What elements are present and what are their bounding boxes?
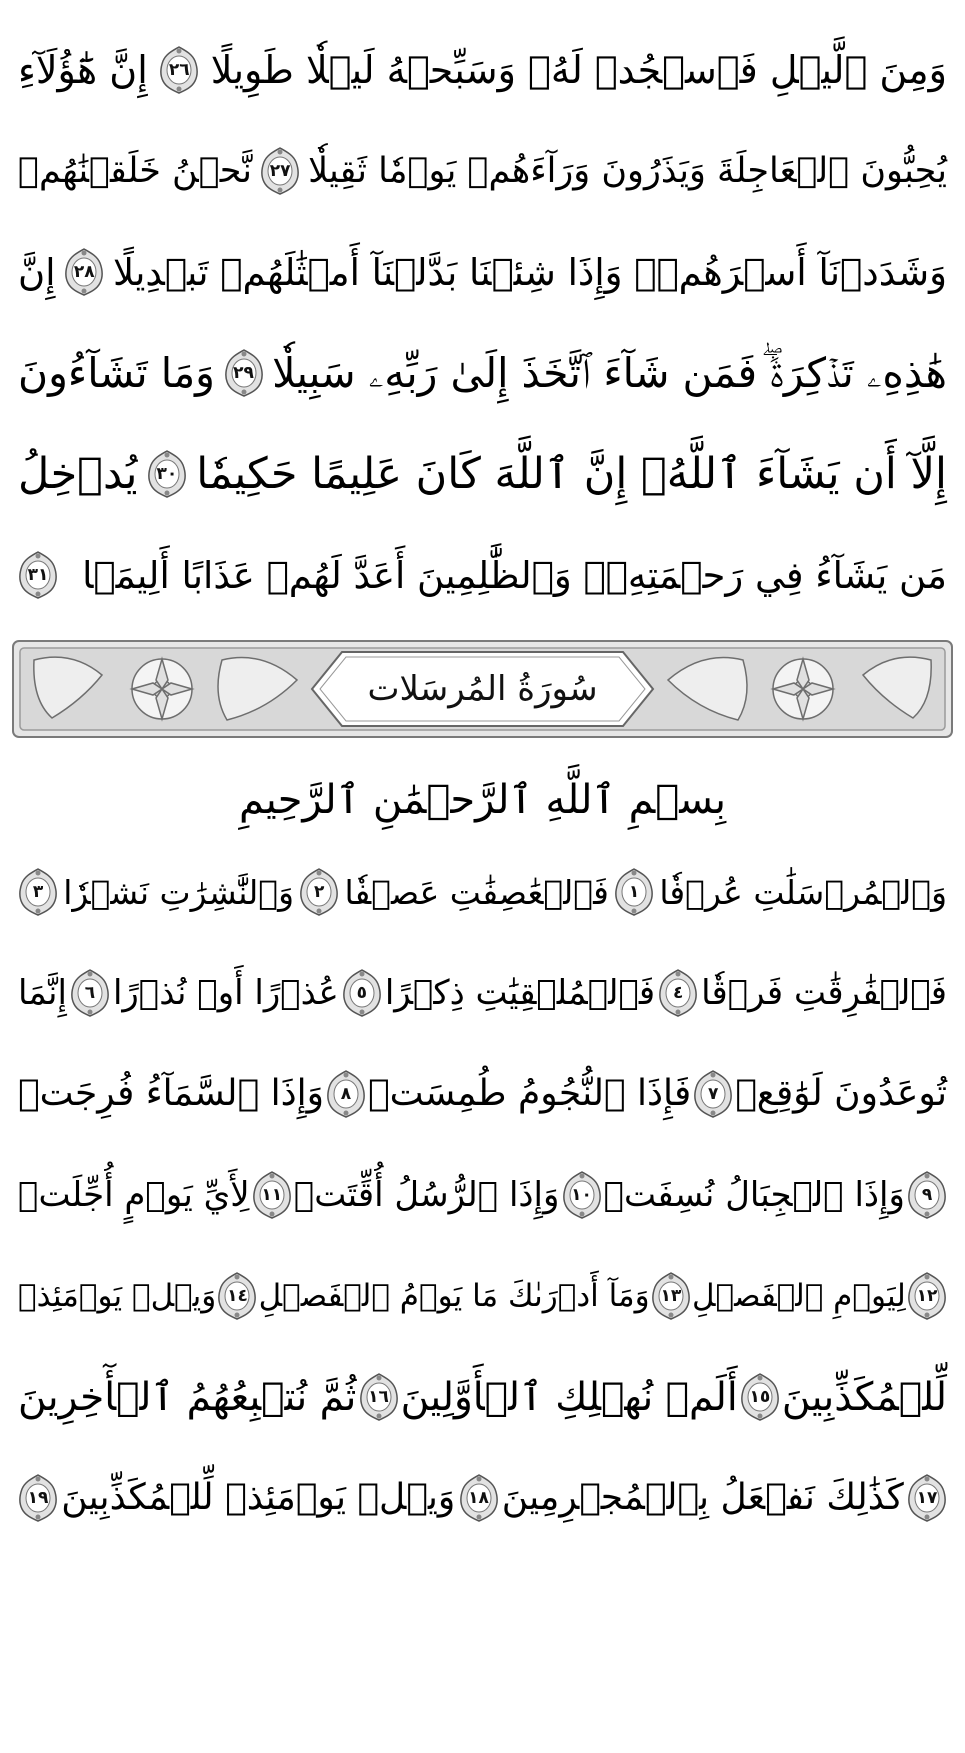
verse-number: ٧ — [708, 1084, 719, 1104]
verse-text-content: إِنَّمَا — [18, 973, 67, 1013]
verse-number: ٣٠ — [156, 464, 178, 484]
verse-number-marker — [359, 1372, 399, 1422]
verse-text-content: يُدۡخِلُ — [18, 448, 138, 499]
verse-number-marker — [18, 1473, 58, 1523]
verse-number-marker — [651, 1271, 691, 1321]
verse-number: ١٥ — [749, 1387, 771, 1407]
text-line-13 — [18, 1448, 947, 1548]
verse-number-marker — [18, 867, 58, 917]
verse-text — [18, 150, 253, 191]
text-line-6 — [18, 525, 947, 625]
verse-number-marker — [70, 968, 110, 1018]
verse-number: ١٤ — [227, 1286, 248, 1306]
verse-text-content: فَٱلۡفَٰرِقَٰتِ فَرۡقٗا — [701, 973, 947, 1013]
text-line-9 — [18, 1044, 947, 1144]
verse-text — [258, 1277, 650, 1314]
verse-text-content: كَذَٰلِكَ نَفۡعَلُ بِٱلۡمُجۡرِمِينَ — [501, 1477, 904, 1518]
verse-text — [344, 872, 609, 912]
verse-number-marker — [342, 968, 382, 1018]
verse-number-marker — [18, 550, 58, 600]
verse-text-content: وَإِذَا ٱلرُّسُلُ أُقِّتَتۡ — [293, 1175, 560, 1215]
verse-text-content: وَيۡلٞ يَوۡمَئِذٖ — [18, 1277, 217, 1314]
verse-number: ١٩ — [27, 1488, 49, 1508]
verse-text-content: إِنَّ — [18, 250, 56, 294]
verse-number: ٢٦ — [168, 60, 190, 80]
verse-text — [196, 448, 947, 499]
verse-number: ٨ — [340, 1084, 352, 1104]
verse-number-marker — [260, 146, 300, 196]
verse-text — [701, 973, 947, 1013]
verse-number-marker — [658, 968, 698, 1018]
verse-number-marker — [907, 1473, 947, 1523]
verse-text — [112, 973, 339, 1013]
text-line-12 — [18, 1347, 947, 1447]
verse-text — [18, 1175, 250, 1215]
verse-number-marker — [147, 449, 187, 499]
verse-number-marker — [159, 45, 199, 95]
verse-text — [18, 973, 67, 1013]
verse-number-marker — [907, 1271, 947, 1321]
text-line-5 — [18, 424, 947, 524]
text-line-8 — [18, 943, 947, 1043]
verse-text-content: يُحِبُّونَ ٱلۡعَاجِلَةَ وَيَذَرُونَ وَرَآءَهُمۡ يَوۡمٗا ثَقِيلٗا — [308, 150, 947, 191]
verse-text — [692, 1277, 906, 1314]
verse-text-content: ثُمَّ نُتۡبِعُهُمُ ٱلۡأٓخِرِينَ — [18, 1374, 357, 1420]
surah-title: سُورَةُ المُرسَلات — [367, 669, 598, 709]
verse-number-marker — [614, 867, 654, 917]
verse-text — [501, 1477, 904, 1518]
verse-text — [293, 1175, 560, 1215]
verse-text — [400, 1374, 738, 1420]
verse-text — [18, 1277, 217, 1314]
verse-text — [18, 1374, 357, 1420]
verse-number-marker — [64, 247, 104, 297]
verse-number: ١٠ — [571, 1185, 592, 1205]
verse-number-marker — [459, 1473, 499, 1523]
verse-text-content: فَإِذَا ٱلنُّجُومُ طُمِسَتۡ — [367, 1073, 692, 1114]
verse-text-content: وَٱلۡمُرۡسَلَٰتِ عُرۡفٗا — [659, 872, 947, 912]
text-line-4 — [18, 323, 947, 423]
verse-text-content: نَّحۡنُ خَلَقۡنَٰهُمۡ — [18, 150, 253, 191]
verse-text — [18, 348, 215, 397]
verse-number: ٥ — [356, 983, 368, 1003]
text-line-2 — [18, 121, 947, 221]
verse-text-content: وَمِنَ ٱلَّيۡلِ فَٱسۡجُدۡ لَهُۥ وَسَبِّحۡهُ لَيۡلٗا طَوِيلًا — [210, 48, 947, 92]
verse-number-marker — [224, 348, 264, 398]
verse-text-content: لِأَيِّ يَوۡمٍ أُجِّلَتۡ — [18, 1175, 250, 1215]
verse-text-content: لِيَوۡمِ ٱلۡفَصۡلِ — [692, 1277, 906, 1314]
verse-text-content: مَن يَشَآءُ فِي رَحۡمَتِهِۦۚ وَٱلظَّٰلِمِينَ أَعَدَّ لَهُمۡ عَذَابًا أَلِيمَۢا — [82, 553, 947, 597]
verse-text-content: تُوعَدُونَ لَوَٰقِعٞ — [735, 1073, 947, 1114]
verse-text — [272, 348, 947, 397]
verse-number: ٢٩ — [233, 363, 254, 383]
text-line-3 — [18, 222, 947, 322]
verse-text-content: وَمَآ أَدۡرَىٰكَ مَا يَوۡمُ ٱلۡفَصۡلِ — [258, 1277, 650, 1314]
verse-number-marker — [299, 867, 339, 917]
verse-number: ١١ — [261, 1185, 283, 1205]
text-line-7 — [18, 842, 947, 942]
verse-text-content: هَٰذِهِۦ تَذۡكِرَةٞۖ فَمَن شَآءَ ٱتَّخَذَ إِلَىٰ رَبِّهِۦ سَبِيلٗا — [272, 348, 947, 397]
verse-number: ٣ — [32, 882, 44, 902]
verse-number: ٦ — [84, 983, 96, 1003]
verse-number: ٤ — [672, 983, 684, 1003]
verse-text — [308, 150, 947, 191]
verse-text — [384, 973, 656, 1013]
verse-number: ١٢ — [916, 1286, 938, 1306]
verse-number-marker — [217, 1271, 257, 1321]
verse-text-content: وَمَا تَشَآءُونَ — [18, 348, 215, 397]
verse-text-content: وَشَدَدۡنَآ أَسۡرَهُمۡۖ وَإِذَا شِئۡنَا بَدَّلۡنَآ أَمۡثَٰلَهُمۡ تَبۡدِيلًا — [113, 250, 947, 294]
verse-text — [659, 872, 947, 912]
verse-number-marker — [326, 1069, 366, 1119]
verse-text — [781, 1374, 947, 1420]
verse-text — [18, 1073, 324, 1114]
verse-text-content: وَإِذَا ٱلسَّمَآءُ فُرِجَتۡ — [18, 1073, 324, 1114]
verse-number: ٣١ — [27, 565, 49, 585]
verse-text-content: إِلَّآ أَن يَشَآءَ ٱللَّهُۚ إِنَّ ٱللَّهَ كَانَ عَلِيمًا حَكِيمٗا — [196, 448, 947, 499]
verse-number: ١٦ — [368, 1387, 389, 1407]
verse-number-marker — [252, 1170, 292, 1220]
text-line-10 — [18, 1145, 947, 1245]
verse-text — [18, 48, 148, 92]
verse-text — [113, 250, 947, 294]
verse-number: ٩ — [921, 1185, 933, 1205]
verse-text-content: فَٱلۡمُلۡقِيَٰتِ ذِكۡرًا — [384, 973, 656, 1013]
verse-text — [367, 1073, 692, 1114]
verse-number: ١٧ — [916, 1488, 938, 1508]
verse-number: ١ — [628, 882, 640, 902]
verse-text — [63, 872, 295, 912]
verse-number: ١٨ — [468, 1488, 489, 1508]
verse-number: ٢٨ — [73, 262, 95, 282]
basmala: بِسۡمِ ٱللَّهِ ٱلرَّحۡمَٰنِ ٱلرَّحِيمِ — [239, 777, 727, 823]
verse-number-marker — [907, 1170, 947, 1220]
verse-text — [82, 553, 947, 597]
text-line-11 — [18, 1246, 947, 1346]
verse-number-marker — [740, 1372, 780, 1422]
verse-text-content: وَإِذَا ٱلۡجِبَالُ نُسِفَتۡ — [603, 1175, 905, 1215]
verse-text — [61, 1477, 456, 1518]
verse-text — [18, 448, 138, 499]
verse-text-content: لِّلۡمُكَذِّبِينَ — [781, 1374, 947, 1420]
verse-number: ٢ — [314, 882, 325, 902]
verse-number: ٢٧ — [269, 161, 291, 181]
verse-text-content: فَٱلۡعَٰصِفَٰتِ عَصۡفٗا — [344, 872, 609, 912]
verse-text — [735, 1073, 947, 1114]
verse-number-marker — [562, 1170, 602, 1220]
verse-text — [210, 48, 947, 92]
verse-number: ١٣ — [660, 1286, 682, 1306]
verse-number-marker — [693, 1069, 733, 1119]
verse-text-content: وَيۡلٞ يَوۡمَئِذٖ لِّلۡمُكَذِّبِينَ — [61, 1477, 456, 1518]
text-line-1 — [18, 20, 947, 120]
verse-text — [18, 250, 56, 294]
surah-header-banner — [12, 640, 953, 738]
verse-text-content: وَٱلنَّٰشِرَٰتِ نَشۡرٗا — [63, 872, 295, 912]
verse-text-content: عُذۡرًا أَوۡ نُذۡرًا — [112, 973, 339, 1013]
verse-text-content: إِنَّ هَٰٓؤُلَآءِ — [18, 48, 148, 92]
verse-text — [603, 1175, 905, 1215]
verse-text-content: أَلَمۡ نُهۡلِكِ ٱلۡأَوَّلِينَ — [400, 1374, 738, 1420]
